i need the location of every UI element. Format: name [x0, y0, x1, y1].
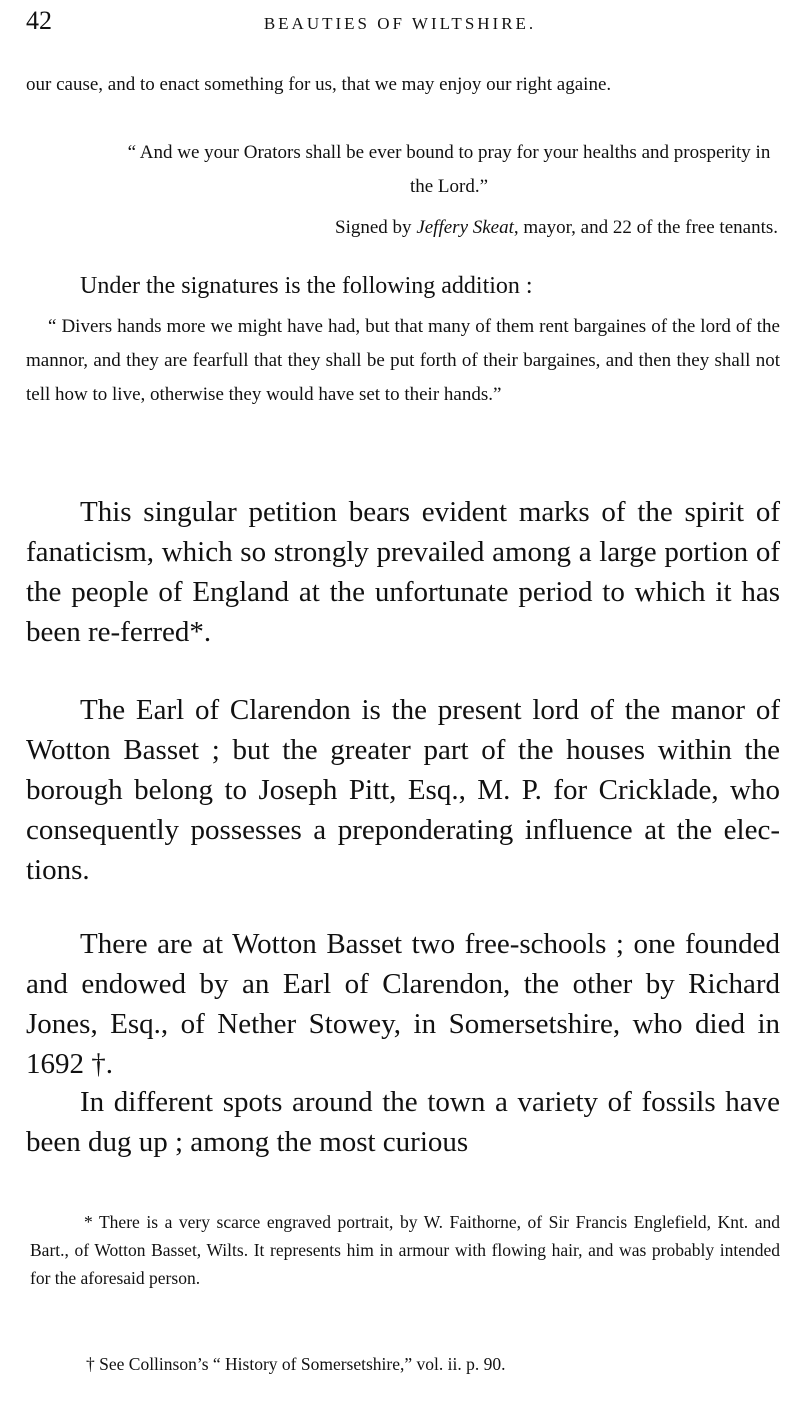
- addition-text: “ Divers hands more we might have had, but that many of them rent bargaines of the lord of the mannor, and they are fearfull that they shall be put forth of their bargaines, and then they shall not tell how to live, otherwise they would have set to their hands.”: [26, 316, 780, 405]
- footnote-star: * There is a very scarce engraved portrait, by W. Faithorne, of Sir Francis Englefield, Knt. and Bart., of Wotton Basset, Wilts. It represents him in armour with flowing hair, and was probably intended for the aforesaid person.: [30, 1212, 780, 1288]
- paragraph-earl-of-clarendon: The Earl of Clarendon is the present lord of the manor of Wotton Basset ; but the greater part of the houses within the borough belong to Joseph Pitt, Esq., M. P. for Cricklade, who consequently possesses a preponderating influence at the elec-tions.: [26, 694, 780, 886]
- signed-prefix: Signed by: [335, 217, 417, 238]
- petition-orators-line: “ And we your Orators shall be ever bound to pray for your healths and prosperity in the Lord.”: [127, 142, 771, 197]
- signed-suffix: , mayor, and 22 of the free tenants.: [513, 217, 778, 238]
- paragraph-fossils: In different spots around the town a variety of fossils have been dug up ; among the most curious: [26, 1086, 780, 1158]
- page-number: 42: [26, 6, 52, 35]
- paragraph-petition-remarks: This singular petition bears evident marks of the spirit of fanaticism, which so strongly prevailed among a large portion of the people of England at the unfortunate period to which it has been re-ferred*.: [26, 496, 780, 648]
- paragraph-free-schools: There are at Wotton Basset two free-schools ; one founded and endowed by an Earl of Clarendon, the other by Richard Jones, Esq., of Nether Stowey, in Somersetshire, who died in 1692 †.: [26, 928, 780, 1080]
- petition-signature-line: [26, 211, 778, 245]
- page-header: [26, 6, 774, 46]
- running-title: BEAUTIES OF WILTSHIRE.: [263, 14, 537, 33]
- petition-continuation: our cause, and to enact something for us, that we may enjoy our right againe.: [26, 74, 612, 95]
- signer-name: Jeffery Skeat: [416, 217, 514, 238]
- addition-heading: Under the signatures is the following addition :: [80, 273, 533, 299]
- footnote-dagger: † See Collinson’s “ History of Somersetshire,” vol. ii. p. 90.: [86, 1354, 506, 1374]
